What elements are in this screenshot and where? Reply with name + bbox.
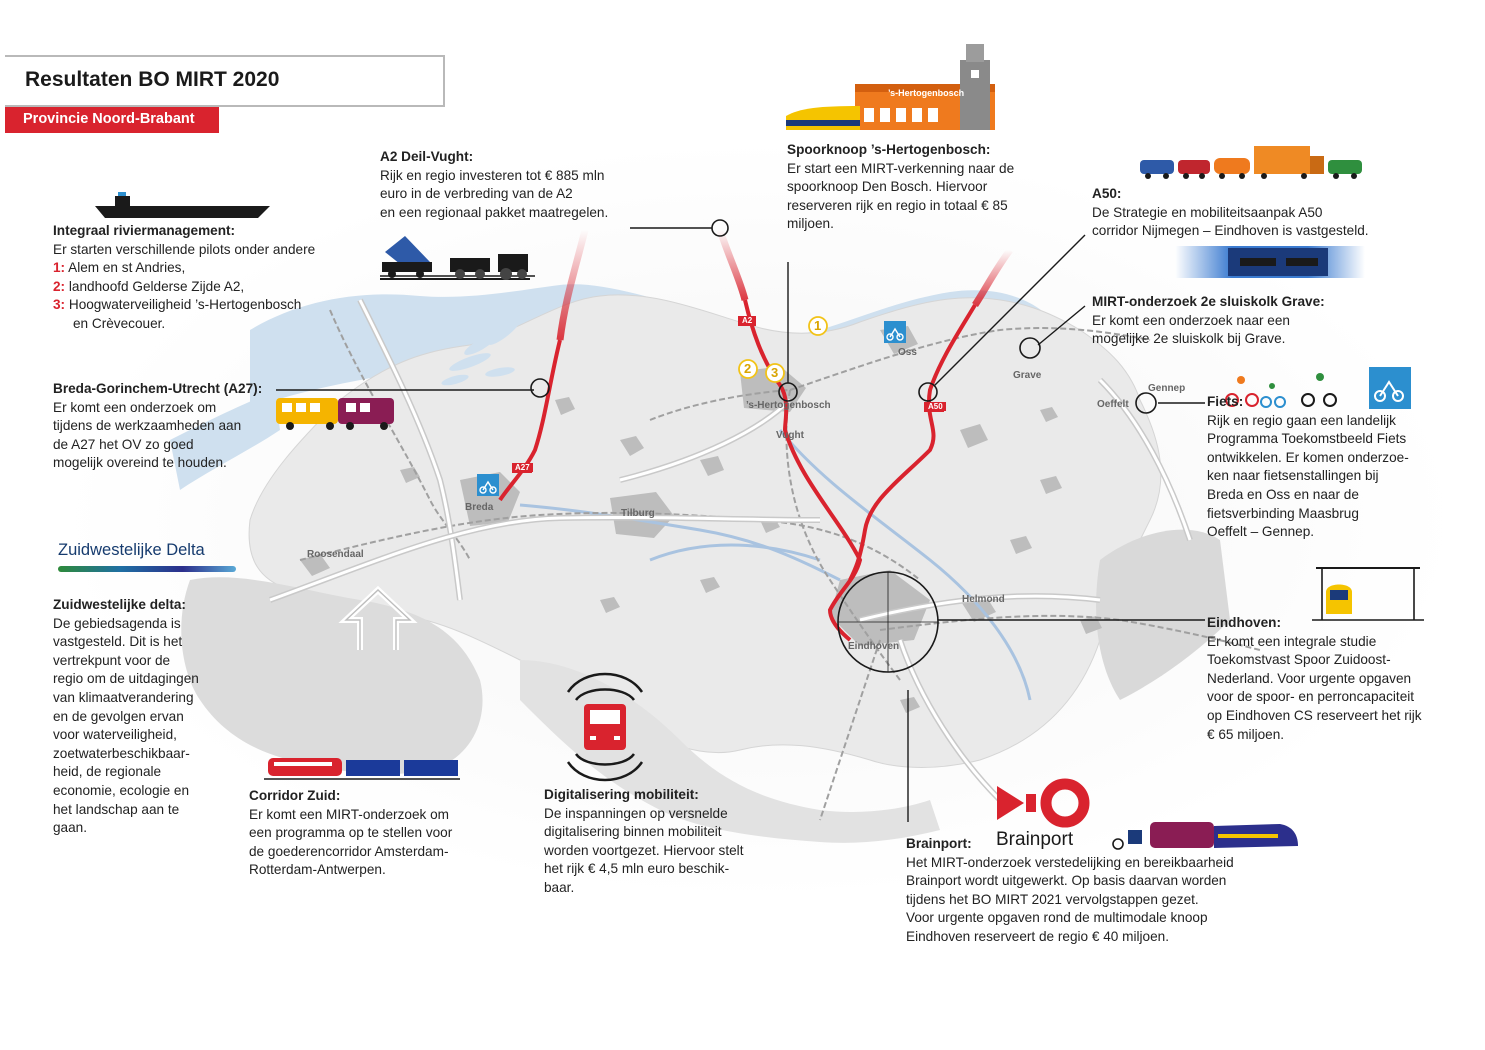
a2-line: Rijk en regio investeren tot € 885 mln <box>380 167 605 183</box>
eindhoven-heading: Eindhoven: <box>1207 615 1282 630</box>
zwdelta-line: vertrekpunt voor de <box>53 652 171 668</box>
spoorknoop-heading: Spoorknoop ’s-Hertogenbosch: <box>787 142 991 157</box>
callout-corridor-zuid <box>249 787 452 880</box>
brainport-logo-text: Brainport <box>996 829 1074 850</box>
station-sign: ’s-Hertogenbosch <box>888 88 965 98</box>
road-label-a27: A27 <box>512 463 533 472</box>
city-oss: Oss <box>898 347 917 358</box>
brainport-line: Eindhoven reserveert de regio € 40 miljoen. <box>906 928 1169 944</box>
city-vught: Vught <box>776 430 804 441</box>
riviermanagement-item-3-cont: en Crèvecouer. <box>73 315 166 331</box>
callout-zwdelta <box>53 596 199 838</box>
city-helmond: Helmond <box>962 594 1005 605</box>
city-roosendaal: Roosendaal <box>307 549 364 560</box>
eindhoven-line: op Eindhoven CS reserveert het rijk <box>1207 707 1422 723</box>
callout-a2 <box>380 148 608 222</box>
brainport-line: tijdens het BO MIRT 2021 vervolgstappen gezet. <box>906 891 1199 907</box>
landmark-3: 3 <box>771 365 779 380</box>
a50-line: corridor Nijmegen – Eindhoven is vastgesteld. <box>1092 223 1369 239</box>
callout-grave <box>1092 293 1325 349</box>
city-shertogenbosch: ’s-Hertogenbosch <box>746 400 831 411</box>
landmark-2: 2 <box>744 361 752 376</box>
a50-heading: A50: <box>1092 186 1122 201</box>
road-label-a2: A2 <box>739 316 755 325</box>
road-label-a50: A50 <box>925 402 946 411</box>
province-badge <box>5 107 219 133</box>
brainport-line: Het MIRT-onderzoek verstedelijking en bereikbaarheid <box>906 854 1234 870</box>
zwdelta-line: zoetwaterbeschikbaar- <box>53 745 190 761</box>
zwdelta-line: van klimaatverandering <box>53 689 194 705</box>
digital-line: het rijk € 4,5 mln euro beschik- <box>544 861 730 877</box>
callout-eindhoven <box>1207 614 1422 744</box>
callout-riviermanagement <box>53 222 315 334</box>
corridor-line: de goederencorridor Amsterdam- <box>249 843 449 859</box>
corridor-line: Rotterdam-Antwerpen. <box>249 862 386 878</box>
riviermanagement-item-2: 2: landhoofd Gelderse Zijde A2, <box>53 278 245 294</box>
zwdelta-line: het landschap aan te <box>53 801 180 817</box>
digital-heading: Digitalisering mobiliteit: <box>544 787 699 802</box>
vehicles-icon <box>1140 146 1362 179</box>
a27-line: mogelijk overeind te houden. <box>53 455 227 471</box>
callout-fiets <box>1207 393 1409 542</box>
eindhoven-line: Nederland. Voor urgente opgaven <box>1207 670 1412 686</box>
eindhoven-line: voor de spoor- en perroncapaciteit <box>1207 689 1415 705</box>
city-eindhoven: Eindhoven <box>848 641 900 652</box>
page-title: Resultaten BO MIRT 2020 <box>25 68 280 91</box>
a27-line: tijdens de werkzaamheden aan <box>53 418 242 434</box>
grave-line: mogelijke 2e sluiskolk bij Grave. <box>1092 331 1286 347</box>
fiets-line: Rijk en regio gaan een landelijk <box>1207 412 1396 428</box>
zwdelta-line: en de gevolgen ervan <box>53 708 184 724</box>
zwdelta-line: voor waterveiligheid, <box>53 727 177 743</box>
province-label: Provincie Noord-Brabant <box>23 111 195 127</box>
riviermanagement-item-1: 1: Alem en st Andries, <box>53 260 186 276</box>
brainport-line: Brainport wordt uitgewerkt. Op basis daarvan worden <box>906 873 1227 889</box>
digital-line: digitalisering binnen mobiliteit <box>544 824 722 840</box>
digital-line: worden voortgezet. Hiervoor stelt <box>544 842 744 858</box>
fiets-line: ontwikkelen. Er komen onderzoe- <box>1207 449 1409 465</box>
sluice-icon <box>1175 246 1365 278</box>
eindhoven-line: Er komt een integrale studie <box>1207 633 1377 649</box>
a2-heading: A2 Deil-Vught: <box>380 149 474 164</box>
fiets-line: Breda en Oss en naar de <box>1207 486 1359 502</box>
fiets-line: Programma Toekomstbeeld Fiets <box>1207 431 1407 447</box>
corridor-heading: Corridor Zuid: <box>249 788 341 803</box>
bike-sign-breda <box>477 474 499 496</box>
delta-bar <box>58 566 236 572</box>
a50-line: De Strategie en mobiliteitsaanpak A50 <box>1092 204 1323 220</box>
grave-line: Er komt een onderzoek naar een <box>1092 312 1290 328</box>
fiets-line: ken naar fietsenstallingen bij <box>1207 468 1379 484</box>
a2-line: euro in de verbreding van de A2 <box>380 186 573 202</box>
digital-line: baar. <box>544 879 575 895</box>
city-grave: Grave <box>1013 370 1042 381</box>
a27-heading: Breda-Gorinchem-Utrecht (A27): <box>53 381 263 396</box>
zwdelta-heading: Zuidwestelijke delta: <box>53 597 186 612</box>
callout-digitalisering <box>544 786 743 898</box>
brainport-line: Voor urgente opgaven rond de multimodale knoop <box>906 910 1208 926</box>
spoorknoop-line: miljoen. <box>787 216 834 232</box>
zwdelta-line: De gebiedsagenda is <box>53 615 181 631</box>
zwdelta-line: gaan. <box>53 820 88 836</box>
a27-line: de A27 het OV zo goed <box>53 436 194 452</box>
zwdelta-line: regio om de uitdagingen <box>53 671 199 687</box>
callout-a50 <box>1092 185 1369 241</box>
riviermanagement-heading: Integraal riviermanagement: <box>53 223 236 238</box>
digital-line: De inspanningen op versnelde <box>544 805 728 821</box>
spoorknoop-line: spoorknoop Den Bosch. Hiervoor <box>787 179 988 195</box>
zwdelta-line: economie, ecologie en <box>53 782 190 798</box>
station-icon <box>786 44 995 130</box>
delta-label: Zuidwestelijke Delta <box>58 541 205 559</box>
callout-brainport <box>906 835 1234 947</box>
landmark-1: 1 <box>814 318 822 333</box>
zwdelta-line: heid, de regionale <box>53 764 162 780</box>
city-gennep: Gennep <box>1148 383 1186 394</box>
callout-a27 <box>53 380 262 473</box>
riviermanagement-item-3: 3: Hoogwaterveiligheid ’s-Hertogenbosch <box>53 297 302 313</box>
bike-sign-oss <box>884 321 906 343</box>
a2-line: en een regionaal pakket maatregelen. <box>380 204 609 220</box>
fiets-line: Oeffelt – Gennep. <box>1207 524 1315 540</box>
title-box <box>5 55 445 107</box>
fiets-heading: Fiets: <box>1207 394 1244 409</box>
eindhoven-line: € 65 miljoen. <box>1207 726 1285 742</box>
brainport-heading: Brainport: <box>906 836 972 851</box>
riviermanagement-intro: Er starten verschillende pilots onder andere <box>53 241 316 257</box>
a27-line: Er komt een onderzoek om <box>53 399 217 415</box>
ship-icon <box>95 192 270 218</box>
spoorknoop-line: reserveren rijk en regio in totaal € 85 <box>787 197 1008 213</box>
city-oeffelt: Oeffelt <box>1097 399 1129 410</box>
spoorknoop-line: Er start een MIRT-verkenning naar de <box>787 160 1015 176</box>
zwdelta-line: vastgesteld. Dit is het <box>53 634 183 650</box>
eindhoven-line: Toekomstvast Spoor Zuidoost- <box>1207 652 1391 668</box>
city-tilburg: Tilburg <box>621 508 655 519</box>
callout-spoorknoop <box>787 141 1014 234</box>
fiets-line: fietsverbinding Maasbrug <box>1207 505 1359 521</box>
corridor-line: een programma op te stellen voor <box>249 825 453 841</box>
freight-train-icon <box>264 758 460 779</box>
grave-heading: MIRT-onderzoek 2e sluiskolk Grave: <box>1092 294 1325 309</box>
corridor-line: Er komt een MIRT-onderzoek om <box>249 806 449 822</box>
city-breda: Breda <box>465 502 494 513</box>
